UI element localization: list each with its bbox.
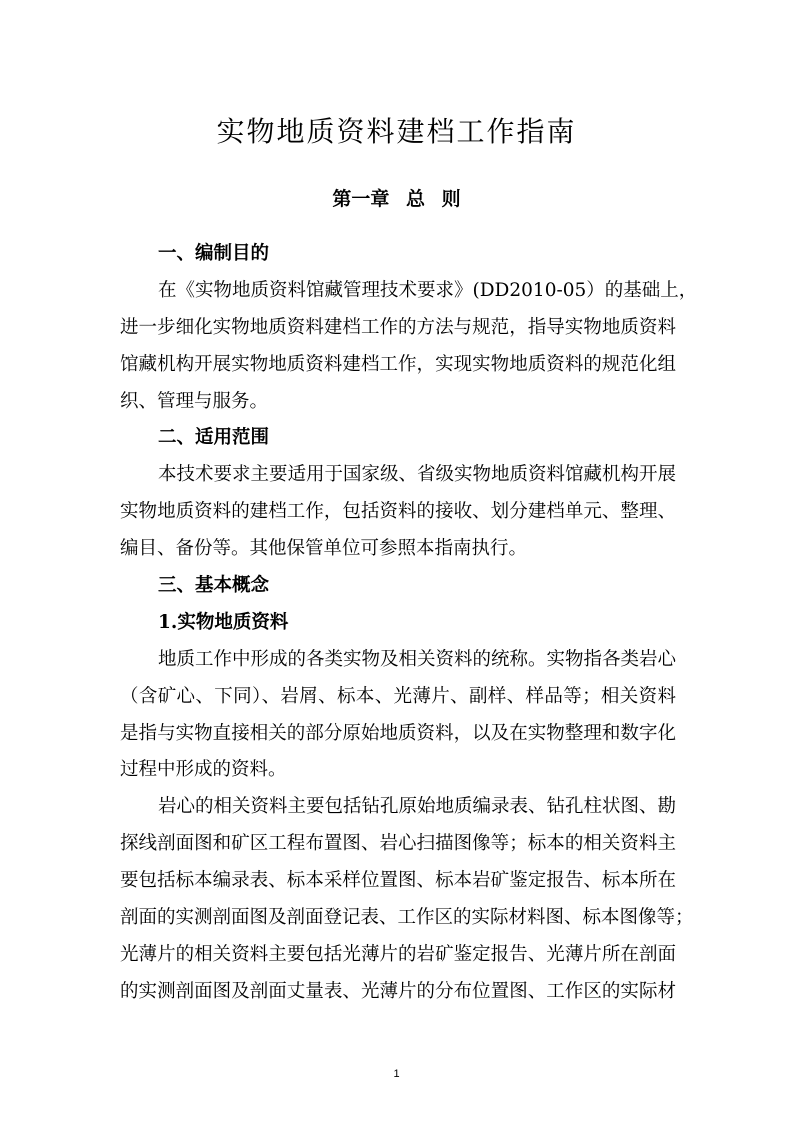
- text-line: 馆藏机构开展实物地质资料建档工作，实现实物地质资料的规范化组: [120, 353, 676, 375]
- document-body: [120, 236, 698, 1011]
- section-heading: 二、适用范围: [158, 427, 270, 449]
- page-number: 1: [393, 1068, 400, 1080]
- section-heading: 1.实物地质资料: [158, 611, 289, 633]
- document-title: 实物地质资料建档工作指南: [216, 115, 577, 148]
- text-line: 探线剖面图和矿区工程布置图、岩心扫描图像等；标本的相关资料主: [120, 833, 676, 855]
- text-line: 的实测剖面图及剖面丈量表、光薄片的分布位置图、工作区的实际材: [120, 980, 676, 1002]
- text-line: （含矿心、下同）、岩屑、标本、光薄片、副样、样品等；相关资料: [120, 685, 676, 707]
- text-line: 过程中形成的资料。: [120, 759, 287, 781]
- text-line: 编目、备份等。其他保管单位可参照本指南执行。: [120, 538, 528, 560]
- text-line: 实物地质资料的建档工作，包括资料的接收、划分建档单元、整理、: [120, 501, 676, 523]
- text-line: 岩心的相关资料主要包括钻孔原始地质编录表、钻孔柱状图、勘: [158, 796, 677, 818]
- chapter-heading: 第一章 总 则: [332, 188, 461, 210]
- text-line: 织、管理与服务。: [120, 390, 269, 412]
- text-line: 剖面的实测剖面图及剖面登记表、工作区的实际材料图、标本图像等；: [120, 907, 694, 929]
- text-line: 是指与实物直接相关的部分原始地质资料，以及在实物整理和数字化: [120, 722, 676, 744]
- text-line: 要包括标本编录表、标本采样位置图、标本岩矿鉴定报告、标本所在: [120, 870, 676, 892]
- text-line: 光薄片的相关资料主要包括光薄片的岩矿鉴定报告、光薄片所在剖面: [120, 943, 676, 965]
- text-line: 进一步细化实物地质资料建档工作的方法与规范，指导实物地质资料: [120, 316, 676, 338]
- text-line: 地质工作中形成的各类实物及相关资料的统称。实物指各类岩心: [158, 648, 677, 670]
- section-heading: 三、基本概念: [158, 575, 270, 597]
- text-line: 在《实物地质资料馆藏管理技术要求》(DD2010-05）的基础上，: [158, 279, 698, 301]
- section-heading: 一、编制目的: [158, 243, 270, 264]
- text-line: 本技术要求主要适用于国家级、省级实物地质资料馆藏机构开展: [158, 464, 677, 486]
